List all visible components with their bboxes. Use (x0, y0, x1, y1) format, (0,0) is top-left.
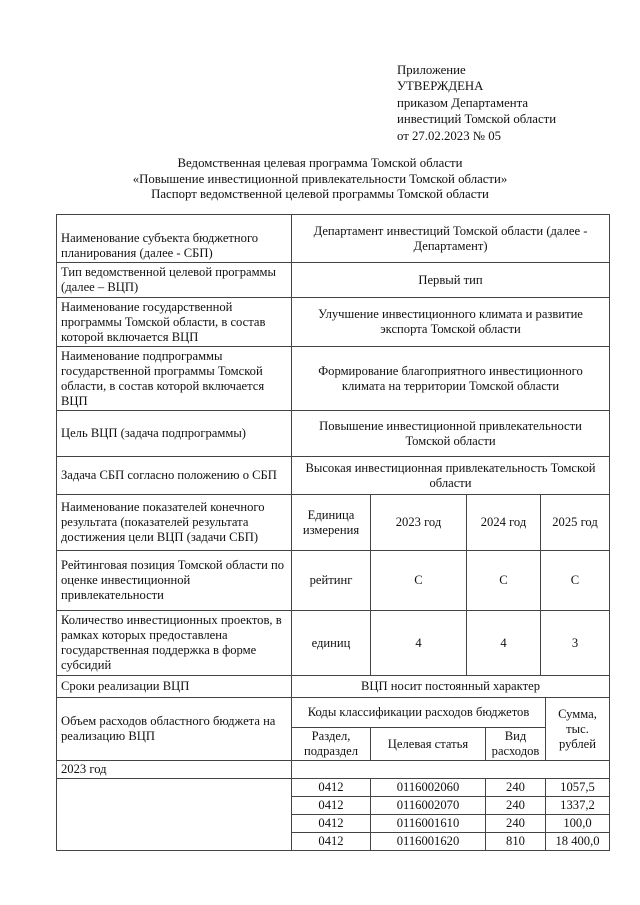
table-row (57, 347, 610, 411)
year-row (57, 761, 610, 779)
codes-header: Коды классификации расходов бюджетов (292, 698, 546, 728)
table-row (57, 411, 610, 457)
row-value: Формирование благоприятного инвестиционного климата на территории Томской области (292, 347, 610, 411)
budget-header-row (57, 698, 610, 728)
empty-cell (292, 761, 610, 779)
indicator-value: C (541, 551, 610, 611)
approval-block (397, 62, 556, 144)
row-value: Повышение инвестиционной привлекательности Томской области (292, 411, 610, 457)
indicator-unit: единиц (292, 611, 371, 676)
indicator-name: Рейтинговая позиция Томской области по оценке инвестиционной привлекательности (57, 551, 292, 611)
empty-cell (57, 779, 292, 851)
type-cell: 810 (486, 833, 546, 851)
indicator-header-label: Наименование показателей конечного результата (показателей результата достижения цели ВЦП (задачи СБП) (57, 495, 292, 551)
indicator-value: 4 (467, 611, 541, 676)
indicator-row (57, 551, 610, 611)
approval-line: приказом Департамента (397, 95, 529, 110)
terms-label: Сроки реализации ВЦП (57, 676, 292, 698)
passport-table (56, 214, 610, 698)
approval-line: инвестиций Томской области (397, 112, 557, 127)
type-cell: 240 (486, 797, 546, 815)
title-line: Паспорт ведомственной целевой программы Томской области (151, 187, 489, 201)
terms-row (57, 676, 610, 698)
indicator-row (57, 611, 610, 676)
table-row (57, 298, 610, 347)
type-header: Вид расходов (486, 728, 546, 761)
sum-cell: 100,0 (546, 815, 610, 833)
row-label: Тип ведомственной целевой программы (далее – ВЦП) (57, 263, 292, 298)
row-label: Наименование субъекта бюджетного планирования (далее - СБП) (57, 215, 292, 263)
sum-cell: 1057,5 (546, 779, 610, 797)
section-cell: 0412 (292, 815, 371, 833)
indicator-value: C (371, 551, 467, 611)
row-value: Улучшение инвестиционного климата и развитие экспорта Томской области (292, 298, 610, 347)
row-label: Наименование государственной программы Томской области, в состав которой включается ВЦП (57, 298, 292, 347)
approval-line: УТВЕРЖДЕНА (397, 79, 484, 94)
section-cell: 0412 (292, 797, 371, 815)
budget-row (57, 779, 610, 797)
budget-label: Объем расходов областного бюджета на реализацию ВЦП (57, 698, 292, 761)
row-label: Задача СБП согласно положению о СБП (57, 457, 292, 495)
title-line: Ведомственная целевая программа Томской области (177, 156, 463, 170)
type-cell: 240 (486, 815, 546, 833)
indicator-value: 4 (371, 611, 467, 676)
section-cell: 0412 (292, 779, 371, 797)
terms-value: ВЦП носит постоянный характер (292, 676, 610, 698)
year-header: 2025 год (541, 495, 610, 551)
row-value: Департамент инвестиций Томской области (далее - Департамент) (292, 215, 610, 263)
year-header: 2023 год (371, 495, 467, 551)
sum-cell: 1337,2 (546, 797, 610, 815)
table-row (57, 215, 610, 263)
section-cell: 0412 (292, 833, 371, 851)
unit-header: Единица измерения (292, 495, 371, 551)
target-cell: 0116002060 (371, 779, 486, 797)
target-cell: 0116001620 (371, 833, 486, 851)
indicators-header-row (57, 495, 610, 551)
type-cell: 240 (486, 779, 546, 797)
table-row (57, 263, 610, 298)
indicator-unit: рейтинг (292, 551, 371, 611)
sum-cell: 18 400,0 (546, 833, 610, 851)
title-line: «Повышение инвестиционной привлекательности Томской области» (132, 171, 508, 186)
indicator-name: Количество инвестиционных проектов, в рамках которых предоставлена государственная поддержка в форме субсидий (57, 611, 292, 676)
indicator-value: 3 (541, 611, 610, 676)
row-label: Наименование подпрограммы государственной программы Томской области, в состав которой включается ВЦП (57, 347, 292, 411)
table-row (57, 457, 610, 495)
row-label: Цель ВЦП (задача подпрограммы) (57, 411, 292, 457)
year-header: 2024 год (467, 495, 541, 551)
indicator-value: C (467, 551, 541, 611)
approval-line: Приложение (397, 63, 466, 77)
section-header: Раздел, подраздел (292, 728, 371, 761)
row-value: Высокая инвестиционная привлекательность Томской области (292, 457, 610, 495)
budget-table (56, 697, 610, 851)
target-header: Целевая статья (371, 728, 486, 761)
row-value: Первый тип (292, 263, 610, 298)
target-cell: 0116001610 (371, 815, 486, 833)
budget-year: 2023 год (57, 761, 292, 779)
document-title (0, 156, 640, 203)
target-cell: 0116002070 (371, 797, 486, 815)
approval-line: от 27.02.2023 № 05 (397, 128, 502, 143)
sum-header: Сумма, тыс. рублей (546, 698, 610, 761)
